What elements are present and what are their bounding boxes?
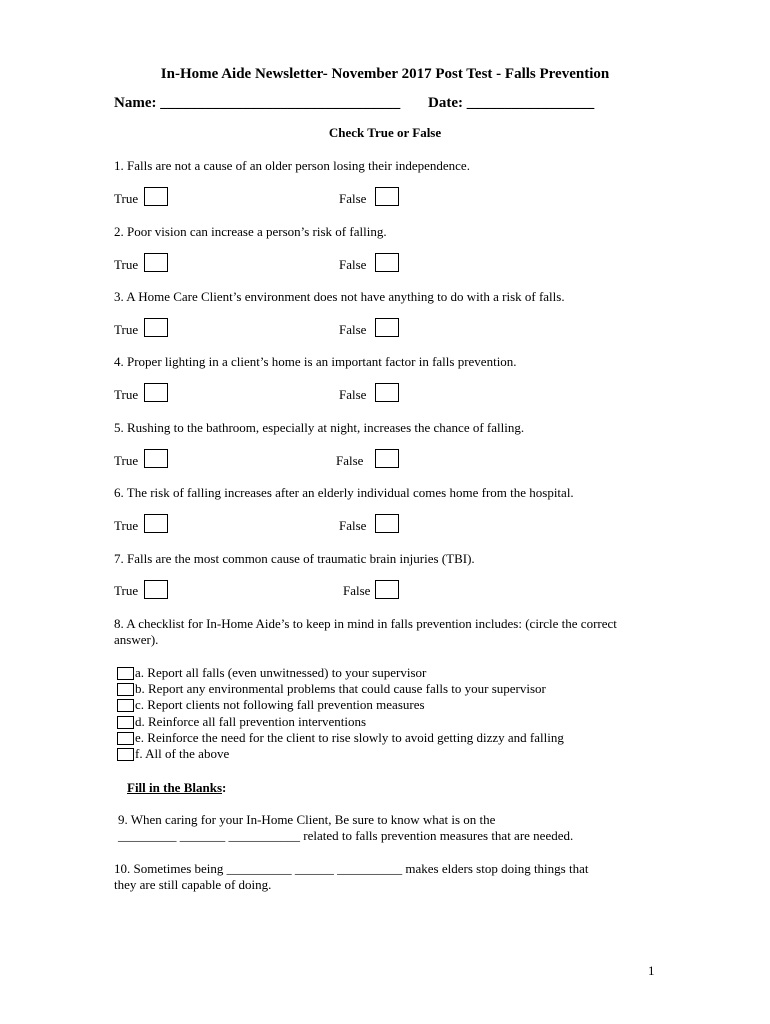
question-8-cont: answer). xyxy=(114,632,159,647)
true-checkbox[interactable] xyxy=(144,253,168,272)
question-6: 6. The risk of falling increases after an elderly individual comes home from the hospital. xyxy=(114,485,574,500)
true-label: True xyxy=(114,453,139,468)
false-label: False xyxy=(339,518,367,533)
false-checkbox[interactable] xyxy=(375,580,399,599)
true-label: True xyxy=(114,583,139,598)
option-b[interactable] xyxy=(117,681,546,697)
false-checkbox[interactable] xyxy=(375,383,399,402)
option-checkbox[interactable] xyxy=(117,683,134,696)
question-9: 9. When caring for your In-Home Client, Be sure to know what is on the xyxy=(118,812,496,827)
question-2: 2. Poor vision can increase a person’s risk of falling. xyxy=(114,224,387,239)
option-checkbox[interactable] xyxy=(117,716,134,729)
question-10-cont: they are still capable of doing. xyxy=(114,877,272,892)
question-3: 3. A Home Care Client’s environment does not have anything to do with a risk of falls. xyxy=(114,289,565,304)
true-label: True xyxy=(114,387,139,402)
false-checkbox[interactable] xyxy=(375,449,399,468)
false-checkbox[interactable] xyxy=(375,253,399,272)
date-field[interactable]: Date: _________________ xyxy=(428,95,595,111)
option-a[interactable] xyxy=(117,665,426,681)
page-title: In-Home Aide Newsletter- November 2017 Post Test - Falls Prevention xyxy=(160,66,610,82)
true-checkbox[interactable] xyxy=(144,318,168,337)
option-checkbox[interactable] xyxy=(117,732,134,745)
question-10[interactable]: 10. Sometimes being __________ ______ __________ makes elders stop doing things that xyxy=(114,861,589,876)
question-1: 1. Falls are not a cause of an older person losing their independence. xyxy=(114,158,470,173)
false-label: False xyxy=(339,387,367,402)
question-5: 5. Rushing to the bathroom, especially at night, increases the chance of falling. xyxy=(114,420,525,435)
true-checkbox[interactable] xyxy=(144,187,168,206)
question-8: 8. A checklist for In-Home Aide’s to keep in mind in falls prevention includes: (circle the correct xyxy=(114,616,617,631)
fill-in-blanks-colon: : xyxy=(222,780,227,795)
true-checkbox[interactable] xyxy=(144,449,168,468)
option-c[interactable] xyxy=(117,697,425,713)
false-label: False xyxy=(336,453,364,468)
true-label: True xyxy=(114,518,139,533)
option-f[interactable] xyxy=(117,746,229,762)
fill-in-blanks-title: Fill in the Blanks xyxy=(127,780,222,795)
true-label: True xyxy=(114,257,139,272)
question-4: 4. Proper lighting in a client’s home is an important factor in falls prevention. xyxy=(114,354,517,369)
false-checkbox[interactable] xyxy=(375,514,399,533)
true-checkbox[interactable] xyxy=(144,514,168,533)
option-checkbox[interactable] xyxy=(117,748,134,761)
option-label: e. Reinforce the need for the client to rise slowly to avoid getting dizzy and falling xyxy=(135,730,564,745)
question-7: 7. Falls are the most common cause of traumatic brain injuries (TBI). xyxy=(114,551,475,566)
name-field[interactable]: Name: ________________________________ xyxy=(114,95,401,111)
true-checkbox[interactable] xyxy=(144,580,168,599)
false-label: False xyxy=(339,257,367,272)
question-9-blanks[interactable]: _________ _______ ___________ related to falls prevention measures that are needed. xyxy=(118,828,574,843)
false-label: False xyxy=(339,322,367,337)
option-label: f. All of the above xyxy=(135,746,230,761)
fill-in-blanks-heading xyxy=(127,779,226,797)
false-label: False xyxy=(343,583,371,598)
page-number: 1 xyxy=(648,963,655,978)
true-checkbox[interactable] xyxy=(144,383,168,402)
option-checkbox[interactable] xyxy=(117,667,134,680)
false-label: False xyxy=(339,191,367,206)
option-label: a. Report all falls (even unwitnessed) to your supervisor xyxy=(135,665,427,680)
true-label: True xyxy=(114,322,139,337)
option-label: d. Reinforce all fall prevention interventions xyxy=(135,714,367,729)
option-e[interactable] xyxy=(117,730,564,746)
instructions: Check True or False xyxy=(328,125,442,140)
option-checkbox[interactable] xyxy=(117,699,134,712)
option-d[interactable] xyxy=(117,714,366,730)
false-checkbox[interactable] xyxy=(375,318,399,337)
option-label: c. Report clients not following fall prevention measures xyxy=(135,697,425,712)
false-checkbox[interactable] xyxy=(375,187,399,206)
option-label: b. Report any environmental problems that could cause falls to your supervisor xyxy=(135,681,546,696)
true-label: True xyxy=(114,191,139,206)
